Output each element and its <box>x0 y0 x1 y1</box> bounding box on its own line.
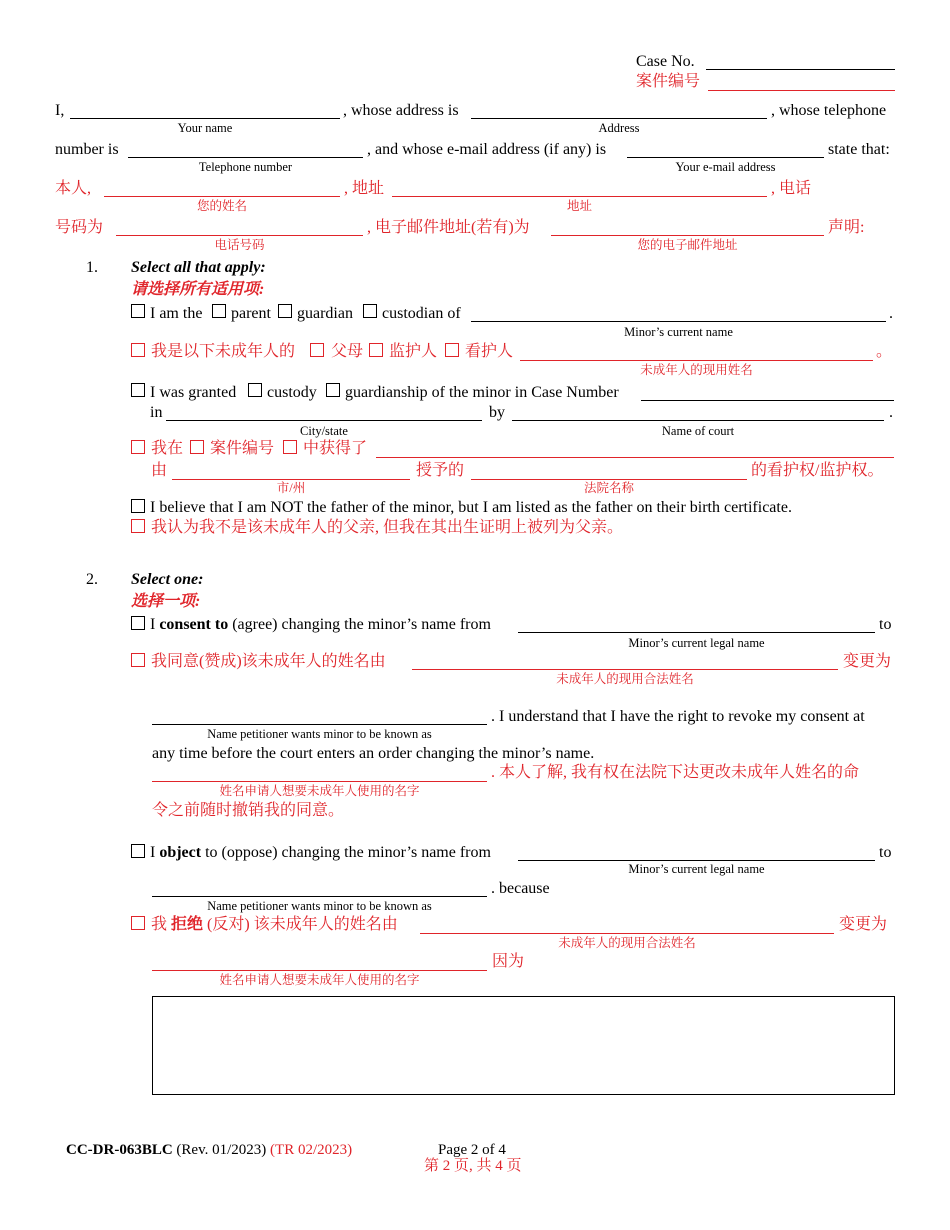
label-consent-zh: 我同意(赞成)该未成年人的姓名由 <box>151 653 386 670</box>
checkbox-i-was-granted[interactable] <box>131 383 145 397</box>
checkbox-object-zh[interactable] <box>131 916 145 930</box>
intro-number-is-zh: 号码为 <box>55 219 104 236</box>
label-parent: parent <box>231 305 271 322</box>
checkbox-custody[interactable] <box>248 383 262 397</box>
phone-field[interactable] <box>128 157 363 158</box>
intro-state-zh: 声明: <box>828 219 865 236</box>
checkbox-i-am-the-zh[interactable] <box>131 343 145 357</box>
caption-minor-name: Minor’s current name <box>624 325 733 339</box>
intro-number-is: number is <box>55 141 119 158</box>
address-field[interactable] <box>471 118 767 119</box>
object-zh-i: 我 <box>151 916 168 933</box>
phone-field-zh[interactable] <box>116 235 363 236</box>
object-zh-rest: (反对) 该未成年人的姓名由 <box>207 916 398 933</box>
object-legal-name-field[interactable] <box>518 860 875 861</box>
label-custody-end-zh: 的看护权/监护权。 <box>751 462 884 479</box>
intro-email-label: , and whose e-mail address (if any) is <box>367 141 607 158</box>
caption-petitioner-name: Name petitioner wants minor to be known as <box>207 727 432 741</box>
label-object <box>150 844 491 862</box>
intro-i: I, <box>55 102 65 119</box>
intro-phone-label: , whose telephone <box>771 102 887 119</box>
label-object-change-to-zh: 变更为 <box>839 916 888 933</box>
your-name-field-zh[interactable] <box>104 196 340 197</box>
form-id: CC-DR-063BLC <box>66 1142 173 1158</box>
label-obtained-zh: 中获得了 <box>303 440 368 457</box>
label-object-to: to <box>879 844 892 861</box>
your-name-field[interactable] <box>70 118 340 119</box>
label-i-am-the: I am the <box>150 305 203 322</box>
caption-object-petitioner-name-zh: 姓名申请人想要未成年人使用的名字 <box>219 973 420 987</box>
footer-page-zh: 第 2 页, 共 4 页 <box>424 1158 522 1174</box>
checkbox-consent-zh[interactable] <box>131 653 145 667</box>
court-name-field[interactable] <box>512 420 884 421</box>
caption-object-legal-name: Minor’s current legal name <box>628 862 765 876</box>
caption-city-state: City/state <box>300 424 348 438</box>
checkbox-i-was-granted-zh[interactable] <box>131 440 145 454</box>
footer-form-id <box>66 1141 352 1159</box>
label-revoke-2: any time before the court enters an order changing the minor’s name. <box>152 745 595 762</box>
label-revoke-zh-2: 令之前随时撤销我的同意。 <box>152 802 345 819</box>
email-field-zh[interactable] <box>551 235 824 236</box>
period-1b: . <box>889 404 893 421</box>
caption-address-zh: 地址 <box>566 199 592 213</box>
case-no-field-zh[interactable] <box>708 90 895 91</box>
object-new-name-field-zh[interactable] <box>152 970 487 971</box>
checkbox-guardian[interactable] <box>278 304 292 318</box>
intro-state-that: state that: <box>828 141 890 158</box>
object-i: I <box>150 844 156 861</box>
caption-address: Address <box>598 121 640 135</box>
checkbox-not-father-zh[interactable] <box>131 519 145 533</box>
address-field-zh[interactable] <box>392 196 767 197</box>
caption-phone-zh: 电话号码 <box>214 238 265 252</box>
label-revoke-zh-1: . 本人了解, 我有权在法院下达更改未成年人姓名的命 <box>491 764 860 781</box>
label-i-was-granted-zh: 我在 <box>151 440 184 457</box>
label-guardian: guardian <box>297 305 353 322</box>
new-name-field-zh[interactable] <box>152 781 487 782</box>
object-zh-bold: 拒绝 <box>171 916 204 933</box>
case-number-field[interactable] <box>641 400 894 401</box>
object-legal-name-field-zh[interactable] <box>420 933 834 934</box>
caption-your-name: Your name <box>177 121 233 135</box>
caption-email-zh: 您的电子邮件地址 <box>637 238 738 252</box>
period: . <box>889 305 893 322</box>
caption-minor-name-zh: 未成年人的现用姓名 <box>640 363 753 377</box>
case-number-field-zh[interactable] <box>376 457 894 458</box>
consent-rest: (agree) changing the minor’s name from <box>232 616 491 633</box>
label-not-father-zh: 我认为我不是该未成年人的父亲, 但我在其出生证明上被列为父亲。 <box>151 519 624 536</box>
object-rest: to (oppose) changing the minor’s name from <box>205 844 491 861</box>
label-guardian-zh: 监护人 <box>389 343 438 360</box>
item2-heading-zh: 选择一项: <box>131 593 201 610</box>
label-in: in <box>150 404 163 421</box>
checkbox-object[interactable] <box>131 844 145 858</box>
label-not-father: I believe that I am NOT the father of the minor, but I am listed as the father on their birth certificate. <box>150 499 792 516</box>
label-because: . because <box>491 880 550 897</box>
form-tr: (TR 02/2023) <box>270 1142 353 1158</box>
label-custodian-zh: 看护人 <box>465 343 514 360</box>
city-state-field-zh[interactable] <box>172 479 410 480</box>
intro-address-zh: , 地址 <box>344 180 385 197</box>
court-name-field-zh[interactable] <box>471 479 747 480</box>
item1-heading: Select all that apply: <box>131 259 266 276</box>
label-consent <box>150 616 491 634</box>
caption-object-petitioner-name: Name petitioner wants minor to be known as <box>207 899 432 913</box>
period-zh: 。 <box>876 343 893 360</box>
case-no-field[interactable] <box>706 69 895 70</box>
footer-page: Page 2 of 4 <box>438 1142 506 1158</box>
checkbox-guardianship-zh[interactable] <box>283 440 297 454</box>
label-i-am-the-zh: 我是以下未成年人的 <box>151 343 296 360</box>
form-rev: (Rev. 01/2023) <box>176 1142 267 1158</box>
label-guardianship: guardianship of the minor in Case Number <box>345 384 619 401</box>
caption-petitioner-name-zh: 姓名申请人想要未成年人使用的名字 <box>219 784 420 798</box>
checkbox-i-am-the[interactable] <box>131 304 145 318</box>
caption-email: Your e-mail address <box>675 160 776 174</box>
consent-bold: consent to <box>159 616 229 633</box>
caption-court-zh: 法院名称 <box>583 481 634 495</box>
intro-address-label: , whose address is <box>343 102 459 119</box>
caption-court-name: Name of court <box>661 424 735 438</box>
new-name-field[interactable] <box>152 724 487 725</box>
label-revoke-1: . I understand that I have the right to revoke my consent at <box>491 708 865 725</box>
caption-legal-name-zh: 未成年人的现用合法姓名 <box>556 672 694 686</box>
caption-phone: Telephone number <box>198 160 293 174</box>
label-granted-zh: 授予的 <box>416 462 465 479</box>
label-to: to <box>879 616 892 633</box>
label-because-zh: 因为 <box>492 953 525 970</box>
current-legal-name-field-zh[interactable] <box>412 669 838 670</box>
label-object-zh <box>151 916 398 934</box>
item1-heading-zh: 请选择所有适用项: <box>131 281 265 298</box>
item2-number: 2. <box>86 571 98 588</box>
label-case-number-zh: 案件编号 <box>210 440 275 457</box>
label-by: by <box>489 404 505 421</box>
intro-i-zh: 本人, <box>55 180 92 197</box>
label-i-was-granted: I was granted <box>150 384 237 401</box>
checkbox-parent-zh[interactable] <box>310 343 324 357</box>
intro-phone-zh: , 电话 <box>771 180 812 197</box>
label-custody: custody <box>267 384 317 401</box>
checkbox-consent[interactable] <box>131 616 145 630</box>
case-no-label-zh: 案件编号 <box>636 73 701 90</box>
caption-city-zh: 市/州 <box>276 481 306 495</box>
caption-legal-name: Minor’s current legal name <box>628 636 765 650</box>
label-custodian-of: custodian of <box>382 305 461 322</box>
case-no-label: Case No. <box>636 53 695 70</box>
checkbox-custodian[interactable] <box>363 304 377 318</box>
city-state-field[interactable] <box>166 420 482 421</box>
checkbox-guardian-zh[interactable] <box>369 343 383 357</box>
checkbox-not-father[interactable] <box>131 499 145 513</box>
checkbox-guardianship[interactable] <box>326 383 340 397</box>
current-legal-name-field[interactable] <box>518 632 875 633</box>
object-bold: object <box>159 844 202 861</box>
item1-number: 1. <box>86 259 98 276</box>
item2-heading: Select one: <box>131 571 204 588</box>
label-parent-zh: 父母 <box>331 343 364 360</box>
caption-object-legal-name-zh: 未成年人的现用合法姓名 <box>558 936 696 950</box>
caption-name-zh: 您的姓名 <box>196 199 247 213</box>
checkbox-custodian-zh[interactable] <box>445 343 459 357</box>
minor-name-field[interactable] <box>471 321 886 322</box>
object-new-name-field[interactable] <box>152 896 487 897</box>
email-field[interactable] <box>627 157 824 158</box>
reason-textarea[interactable] <box>152 996 895 1095</box>
minor-name-field-zh[interactable] <box>520 360 873 361</box>
checkbox-parent[interactable] <box>212 304 226 318</box>
label-change-to-zh: 变更为 <box>843 653 892 670</box>
label-by-zh: 由 <box>151 462 168 479</box>
consent-i: I <box>150 616 156 633</box>
intro-email-zh: , 电子邮件地址(若有)为 <box>367 219 530 236</box>
checkbox-custody-zh[interactable] <box>190 440 204 454</box>
